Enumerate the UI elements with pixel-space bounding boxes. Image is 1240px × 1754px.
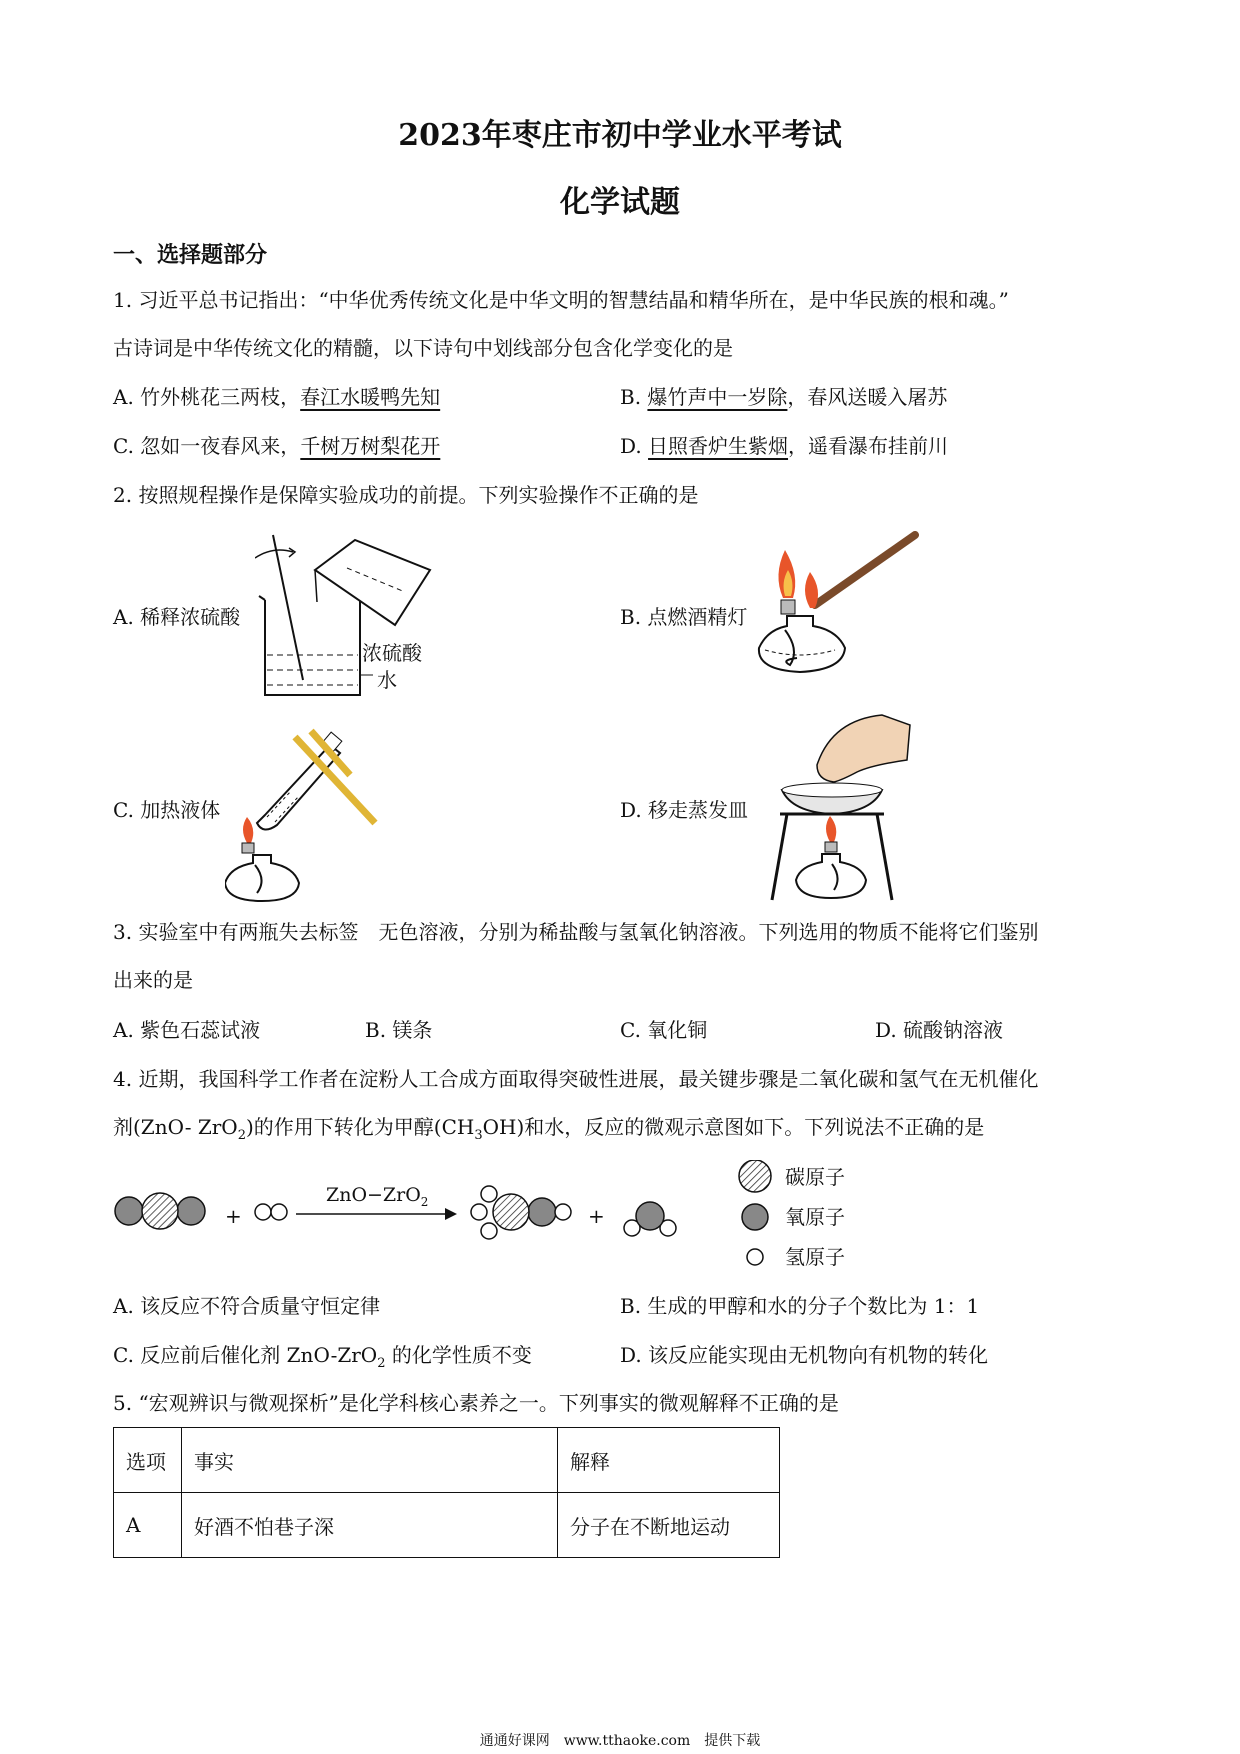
q4-option-a: A. 该反应不符合质量守恒定律: [113, 1294, 381, 1318]
q2-option-a: A. 稀释浓硫酸: [113, 605, 241, 629]
q2-option-c: C. 加热液体: [113, 798, 221, 822]
q1-stem-line2: 古诗词是中华传统文化的精髓，以下诗句中划线部分包含化学变化的是: [113, 336, 733, 360]
alcohol-lamp-figure: [755, 530, 925, 700]
plus-sign-1: +: [225, 1204, 242, 1228]
table-row: [114, 1493, 780, 1558]
dilution-figure: [255, 530, 455, 710]
methanol-molecule: [471, 1186, 571, 1239]
legend-hydrogen: 氢原子: [785, 1245, 845, 1269]
label-concentrated-acid: 浓硫酸: [362, 641, 422, 665]
q4-stem-line1: 4. 近期，我国科学工作者在淀粉人工合成方面取得突破性进展，最关键步骤是二氧化碳和氢气在无机催化: [113, 1067, 1039, 1091]
q2-option-b: B. 点燃酒精灯: [620, 605, 748, 629]
q3-option-b: B. 镁条: [365, 1018, 433, 1042]
table-cell: 分子在不断地运动: [558, 1493, 780, 1558]
table-header-row: [114, 1428, 780, 1493]
table-header-cell: 事实: [182, 1428, 558, 1493]
q4-stem-line2: 剂(ZnO- ZrO$_2$)的作用下转化为甲醇$(CH_3OH)$和水，反应的微观示意图如下。下列说法不正确的是: [113, 1115, 985, 1143]
section-heading: 一、选择题部分: [113, 242, 268, 268]
q2-stem: 2. 按照规程操作是保障实验成功的前提。下列实验操作不正确的是: [113, 483, 699, 507]
page-footer: 通通好课网 www.tthaoke.com 提供下载: [479, 1733, 761, 1749]
q2-option-d: D. 移走蒸发皿: [620, 798, 749, 822]
evaporating-dish-figure: [762, 710, 912, 910]
q3-stem-line1: 3. 实验室中有两瓶失去标签 无色溶液，分别为稀盐酸与氢氧化钠溶液。下列选用的物质不能将它们鉴别: [113, 920, 1039, 944]
catalyst-label: ZnO−ZrO$_2$: [326, 1184, 429, 1209]
exam-title: 2023年枣庄市初中学业水平考试: [398, 118, 842, 153]
q1-option-c: C. 忽如一夜春风来，千树万树梨花开: [113, 434, 441, 458]
table-header-cell: 选项: [114, 1428, 182, 1493]
q1-option-b: B. 爆竹声中一岁除，春风送暖入屠苏: [620, 385, 948, 409]
q3-option-c: C. 氧化铜: [620, 1018, 708, 1042]
exam-subtitle: 化学试题: [560, 185, 680, 220]
q1-stem-line1: 1. 习近平总书记指出：“中华优秀传统文化是中华文明的智慧结晶和精华所在，是中华民族的根和魂。”: [113, 288, 1009, 312]
table-header-cell: 解释: [558, 1428, 780, 1493]
q4-option-b: B. 生成的甲醇和水的分子个数比为 1：1: [620, 1294, 980, 1318]
q5-stem: 5. “宏观辨识与微观探析”是化学科核心素养之一。下列事实的微观解释不正确的是: [113, 1391, 839, 1415]
q3-stem-line2: 出来的是: [113, 968, 193, 992]
q4-option-d: D. 该反应能实现由无机物向有机物的转化: [620, 1343, 989, 1367]
water-molecule: [624, 1202, 676, 1236]
q4-option-c: C. 反应前后催化剂 ZnO-ZrO$_2$ 的化学性质不变: [113, 1343, 532, 1371]
q1-option-d: D. 日照香炉生紫烟，遥看瀑布挂前川: [620, 434, 949, 458]
table-cell: A: [114, 1493, 182, 1558]
q5-table: [113, 1427, 780, 1558]
plus-sign-2: +: [588, 1204, 605, 1228]
q1-option-a: A. 竹外桃花三两枝，春江水暖鸭先知: [113, 385, 441, 409]
q3-option-d: D. 硫酸钠溶液: [875, 1018, 1004, 1042]
co2-molecule: [115, 1193, 205, 1229]
legend-carbon: 碳原子: [785, 1165, 845, 1189]
h2-molecule: [255, 1204, 287, 1220]
table-cell: 好酒不怕巷子深: [182, 1493, 558, 1558]
legend-oxygen: 氧原子: [785, 1205, 845, 1229]
q3-option-a: A. 紫色石蕊试液: [113, 1018, 261, 1042]
label-water: 水: [377, 668, 397, 692]
heating-liquid-figure: [225, 725, 395, 905]
